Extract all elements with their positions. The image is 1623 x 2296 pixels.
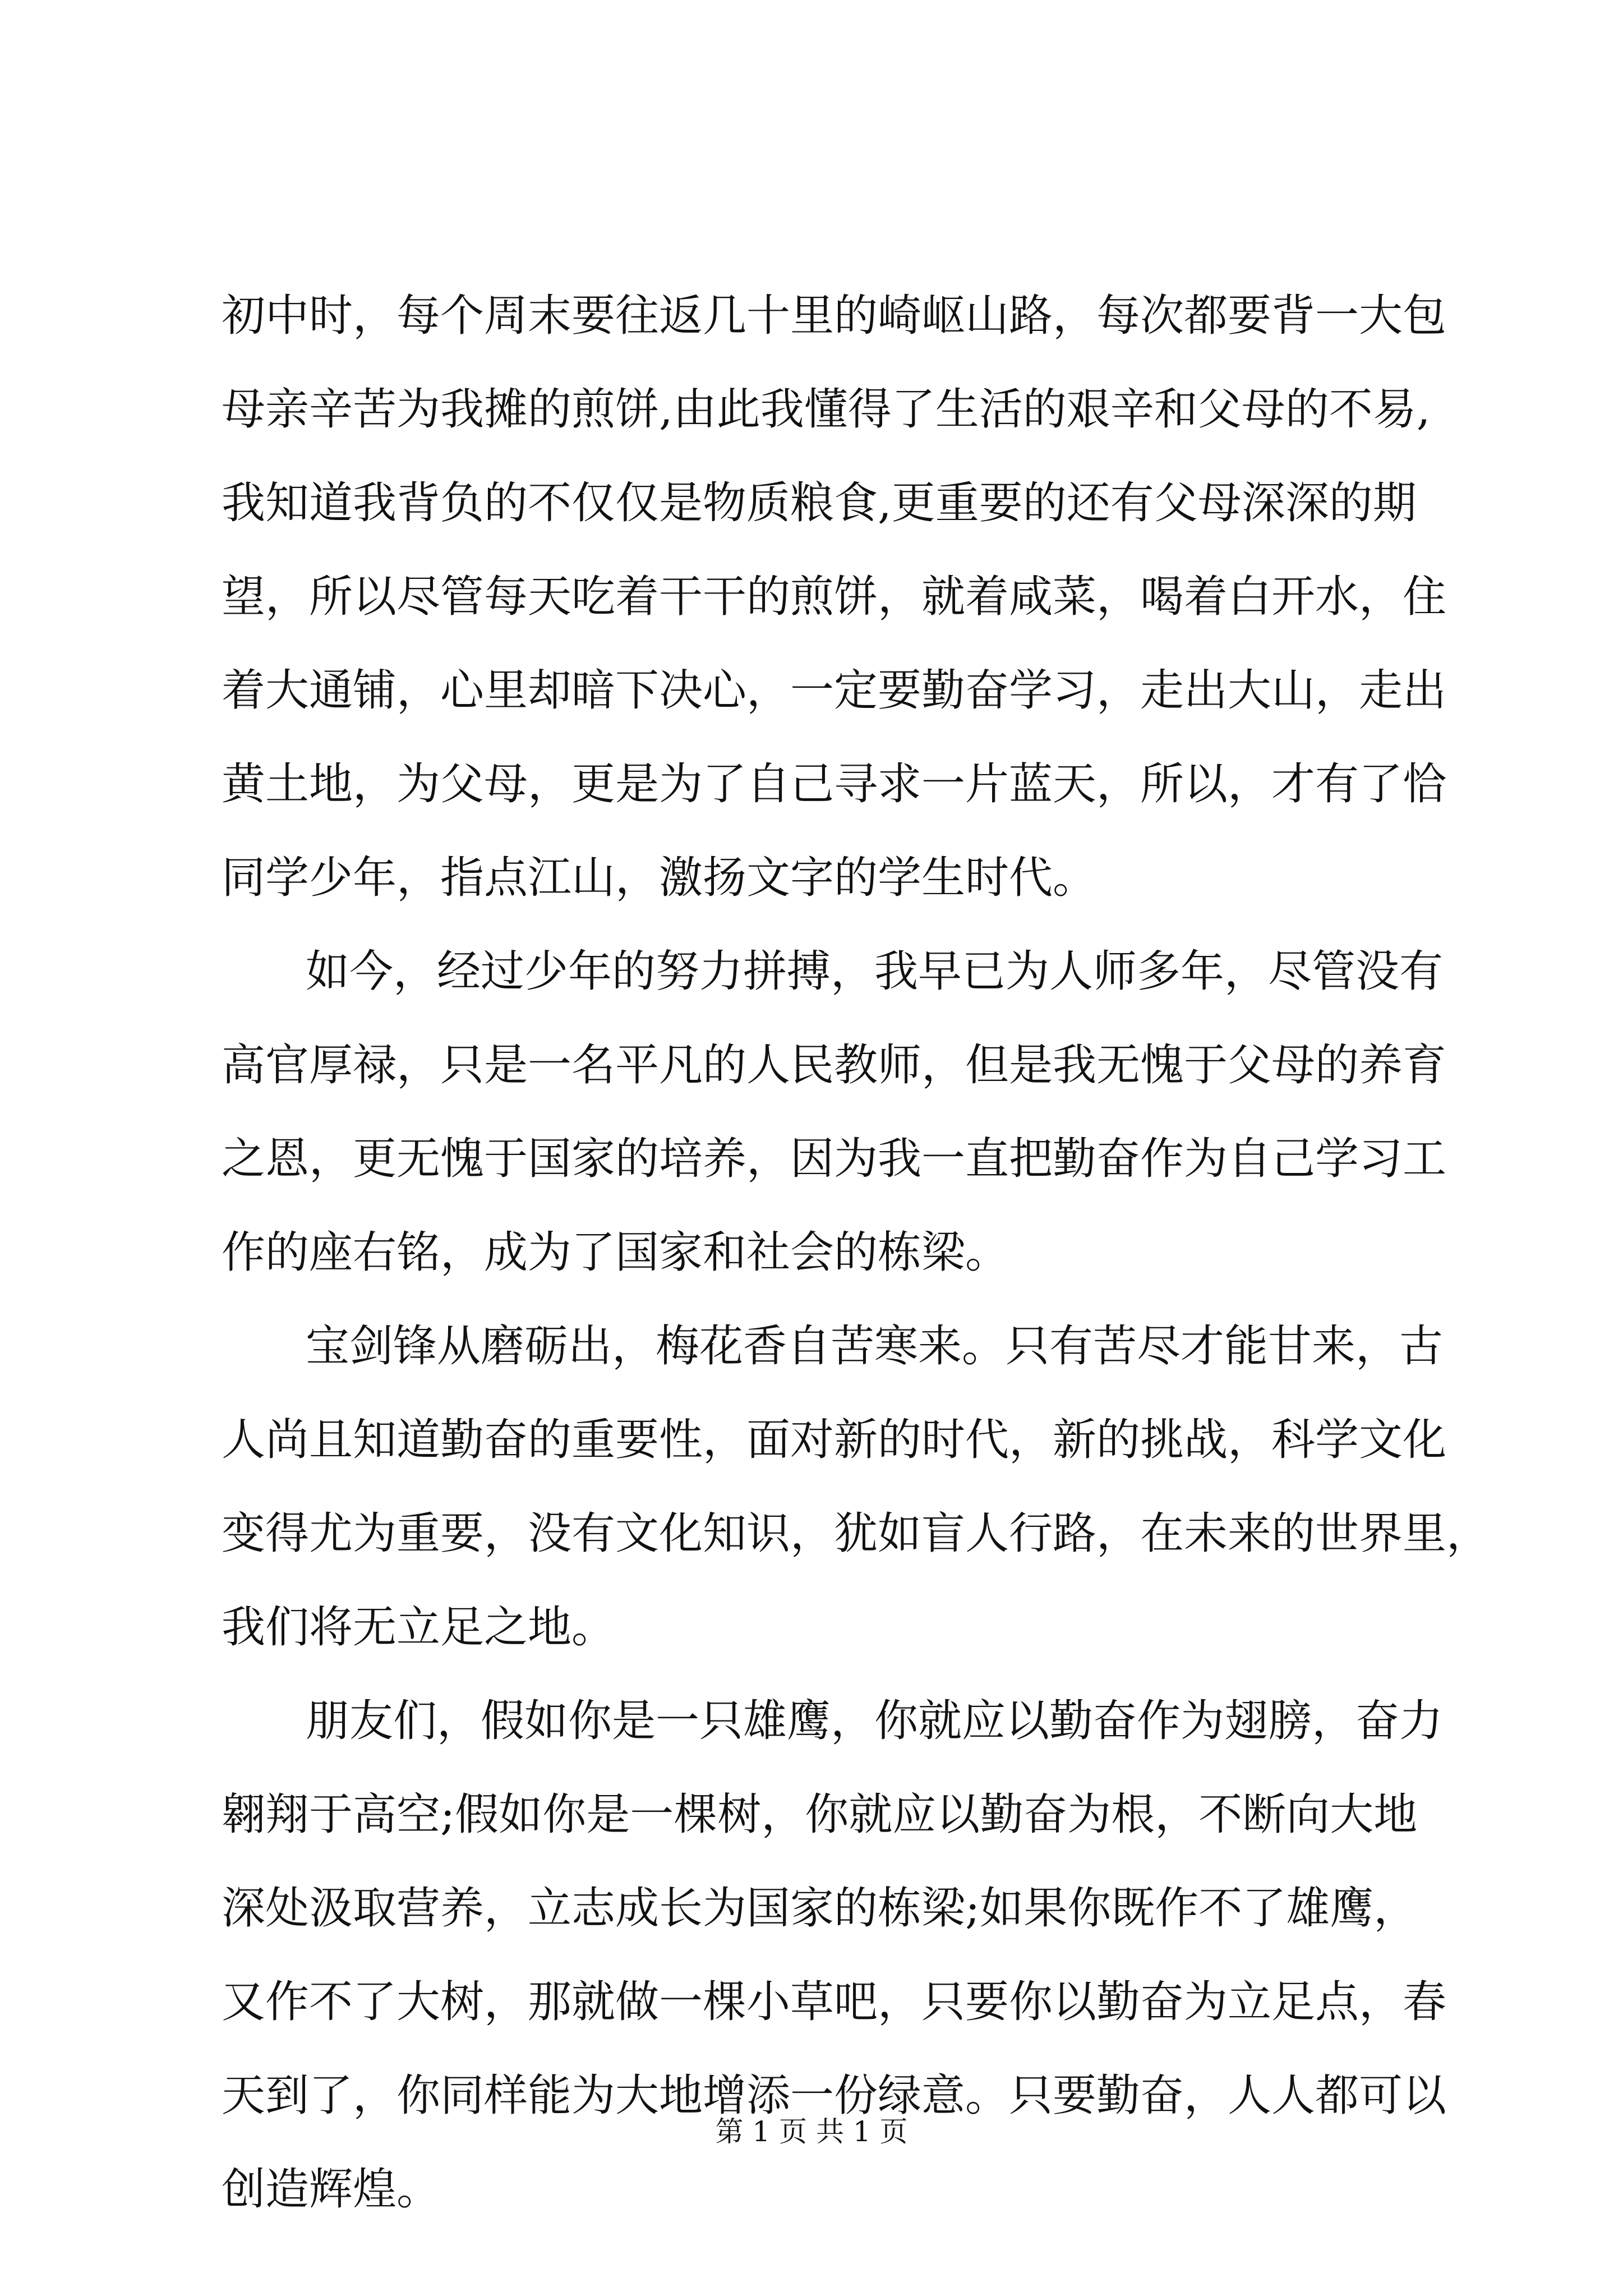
page-footer	[0, 2115, 1623, 2148]
text-line: 变得尤为重要，没有文化知识，犹如盲人行路，在未来的世界里，	[222, 1508, 1491, 1559]
text-line: 我们将无立足之地。	[222, 1602, 616, 1653]
text-line: 人尚且知道勤奋的重要性，面对新的时代，新的挑战，科学文化	[222, 1415, 1447, 1465]
text-line: 望，所以尽管每天吃着干干的煎饼，就着咸菜，喝着白开水，住	[222, 572, 1447, 622]
text-line: 深处汲取营养，立志成长为国家的栋梁;如果你既作不了雄鹰，	[222, 1883, 1418, 1934]
text-line: 之恩，更无愧于国家的培养，因为我一直把勤奋作为自己学习工	[222, 1134, 1447, 1184]
text-line: 我知道我背负的不仅仅是物质粮食,更重要的还有父母深深的期	[222, 478, 1417, 528]
paragraph-first-line: 宝剑锋从磨砺出，梅花香自苦寒来。只有苦尽才能甘来，古	[306, 1321, 1444, 1372]
paragraph-first-line: 朋友们，假如你是一只雄鹰，你就应以勤奋作为翅膀，奋力	[306, 1696, 1444, 1746]
page-number: 第 1 页 共 1 页	[715, 2115, 908, 2148]
text-line: 着大通铺，心里却暗下决心，一定要勤奋学习，走出大山，走出	[222, 665, 1447, 716]
text-line: 同学少年，指点江山，激扬文字的学生时代。	[222, 853, 1097, 903]
text-line: 天到了，你同样能为大地增添一份绿意。只要勤奋，人人都可以	[222, 2070, 1447, 2121]
document-body	[222, 269, 1491, 2237]
text-line: 创造辉煌。	[222, 2164, 441, 2215]
text-line: 黄土地，为父母，更是为了自己寻求一片蓝天，所以，才有了恰	[222, 759, 1447, 809]
text-line: 初中时，每个周末要往返几十里的崎岖山路，每次都要背一大包	[222, 291, 1447, 341]
paragraph-first-line: 如今，经过少年的努力拼搏，我早已为人师多年，尽管没有	[306, 946, 1444, 997]
text-line: 作的座右铭，成为了国家和社会的栋梁。	[222, 1227, 1009, 1278]
text-line: 高官厚禄，只是一名平凡的人民教师，但是我无愧于父母的养育	[222, 1040, 1447, 1091]
text-line: 翱翔于高空;假如你是一棵树，你就应以勤奋为根，不断向大地	[222, 1789, 1418, 1840]
text-line: 母亲辛苦为我摊的煎饼,由此我懂得了生活的艰辛和父母的不易,	[222, 384, 1431, 435]
text-line: 又作不了大树，那就做一棵小草吧，只要你以勤奋为立足点，春	[222, 1977, 1447, 2027]
